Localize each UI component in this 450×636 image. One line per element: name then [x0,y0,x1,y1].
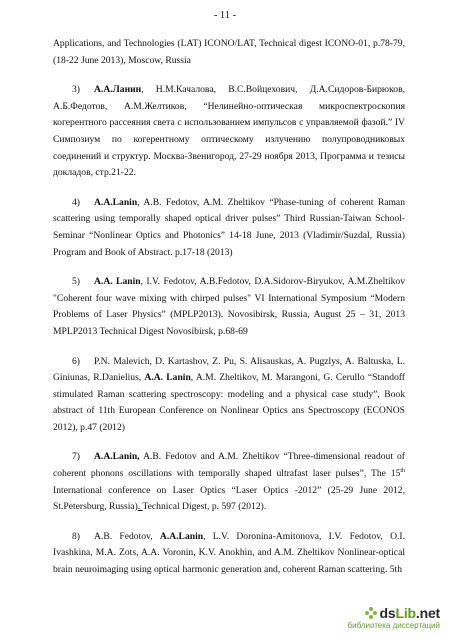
reference-number: 6) [72,355,80,367]
dslib-logo-icon [365,607,377,619]
reference-text: A.B. Fedotov, [94,530,160,542]
reference-text: , A.B. Fedotov, A.M. Zheltikov “Phase-tuning of coherent Raman scattering using temporally shaped optical driver pulses” Third Russian-Taiwan School-Seminar “Nonlinear Optics and Photonics” 14-18 June, 2013 (Vladimir/Suzdal, Russia) Program and Book of Abstract. p.17-18 (2013) [53,196,405,258]
author-highlight: A.A.Lanin [159,530,204,542]
reference-item [53,36,405,69]
author-highlight: A.A. Lanin [94,276,141,288]
reference-text: Applications, and Technologies (LAT) ICONO/LAT, Technical digest ICONO-01, p.78-79, (18-22 June 2013), Moscow, Russia [53,38,405,66]
dslib-watermark [324,605,440,630]
reference-text: , L.V. Doronina-Amitonova, I.V. Fedotov, O.I. Ivashkina, M.A. Zots, A.A. Voronin, K.V. Anokhin, and A.M. Zheltikov Nonlinear-optical brain neuroimaging using optical harmonic generation and, coherent Raman scattering. 5th [53,530,405,576]
reference-item [53,82,405,182]
author-highlight: A.A. Lanin [144,372,191,384]
reference-item [53,354,405,437]
reference-text: th [400,467,405,474]
reference-text: , I.V. Fedotov, A.B.Fedotov, D.A.Sidorov-Biryukov, A.M.Zheltikov "Coherent four wave mixing with chirped pulses" VI International Symposium “Modern Problems of Laser Physics” (MPLP2013). Novosibirsk, Russia, August 25 – 31, 2013 MPLP2013 Technical Digest Novosibirsk, p.68-69 [53,276,405,337]
reference-number: 5) [72,276,80,288]
reference-item [53,274,405,340]
reference-item [53,529,405,579]
dslib-logo-text: dsLib.net [379,605,440,621]
author-highlight: A.A.Lanin [94,196,138,208]
reference-text: International conference on Laser Optics “Laser Optics -2012” (25-29 June 2012, St.Petersburg, Russia) [53,484,405,513]
author-highlight: А.А.Ланин [94,84,142,96]
reference-number: 7) [72,451,80,463]
reference-item [53,449,405,515]
reference-item [53,195,405,261]
dslib-caption: библиотека диссертаций [347,621,440,630]
reference-number: 3) [72,84,80,96]
page-number: - 11 - [213,10,237,21]
reference-number: 4) [72,196,80,208]
reference-text: P.N. Malevich, D. Kartashov, Z. Pu, S. Alisauskas, A. Pugzlys, A. Baltuska, L. Giniunas, R.Danielius, [53,355,405,384]
author-highlight: A.A.Lanin, [94,451,140,463]
reference-number: 8) [72,530,80,542]
reference-text: , A.M. Zheltikov, M. Marangoni, G. Cerullo “Standoff stimulated Raman scattering spectroscopy: modeling and a physical case study”, Book abstract of 11th European Conference on Nonlinear Optics ans Spectroscopy (ECONOS 2012), p.47 (2012) [53,372,406,433]
reference-text: A.B. Fedotov and A.M. Zheltikov “Three-dimensional readout of coherent phonons oscillations with temporally shaped ultrafast laser pulses”, The 15 [53,451,405,480]
reference-text: , Н.М.Качалова, В.С.Войцехович, Д.А.Сидоров-Бирюков, А.Б.Федотов, А.М.Желтиков, “Нелинейно-оптическая микроспектроскопия когерентного рассеяния света с использованием импульсов с управляемой фазой.” IV Симпозиум по когерентному оптическому излучению полупроводниковых соединений и структур. Москва-Звенигород, 27-29 ноября 2013, Программа и тезисы докладов, стр.21-22. [53,84,405,179]
reference-text: . [137,501,143,513]
reference-text: Technical Digest, p. 597 (2012). [142,501,267,513]
references-list [53,36,405,592]
